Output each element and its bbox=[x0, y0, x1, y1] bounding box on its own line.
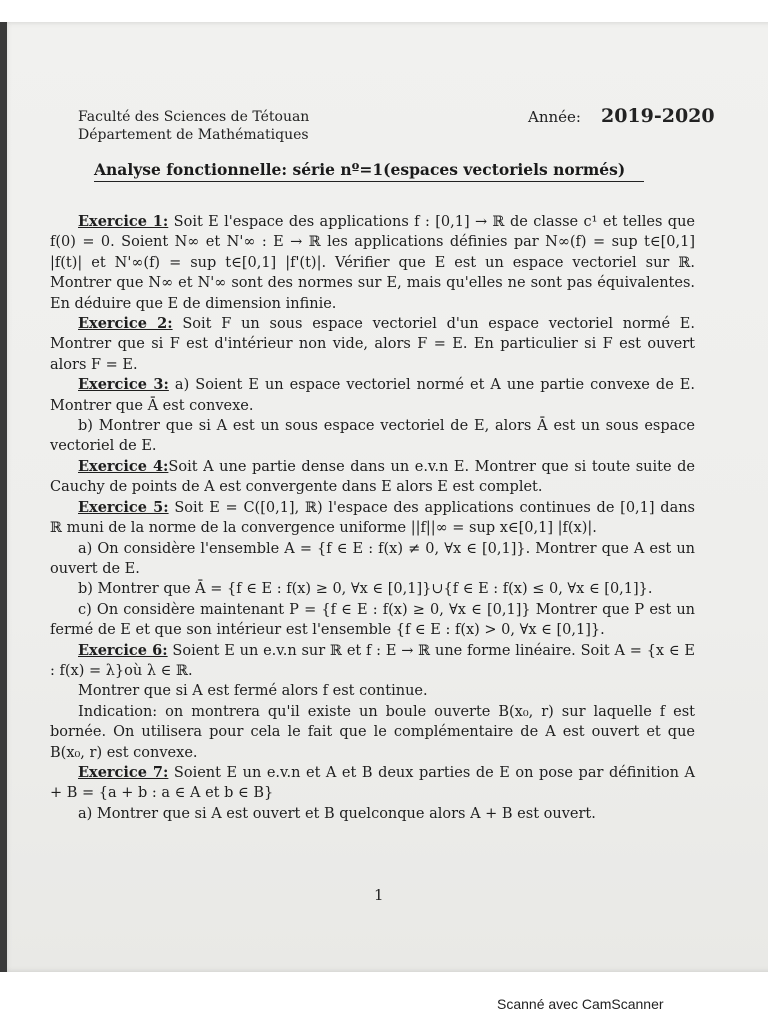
exercise-text: Soit E = C([0,1], ℝ) l'espace des applications continues de [0,1] dans ℝ muni de la norme de la convergence uniforme ||f||∞ = sup x∈[0,1] |f(x)|. bbox=[50, 499, 695, 537]
exercise-5 bbox=[50, 498, 695, 539]
exercise-1 bbox=[50, 212, 695, 314]
department-name: Département de Mathématiques bbox=[78, 127, 309, 143]
exercise-5-part-b: b) Montrer que Ā = {f ∈ E : f(x) ≥ 0, ∀x ∈ [0,1]}∪{f ∈ E : f(x) ≤ 0, ∀x ∈ [0,1]}. bbox=[78, 581, 653, 598]
exercise-heading: Exercice 2: bbox=[78, 315, 173, 333]
scan-edge bbox=[0, 22, 7, 972]
exercise-heading: Exercice 3: bbox=[78, 376, 169, 394]
exercise-6-question: Montrer que si A est fermé alors f est continue. bbox=[78, 683, 428, 700]
exercise-heading: Exercice 4: bbox=[78, 457, 169, 475]
exercise-heading: Exercice 1: bbox=[78, 213, 169, 230]
year-header bbox=[528, 105, 715, 127]
exercise-6-hint: Indication: on montrera qu'il existe un boule ouverte B(x₀, r) sur laquelle f est bornée. On utilisera pour cela le fait que le complémentaire de A est ouvert et que B(x₀, r) est convexe. bbox=[50, 703, 695, 761]
exercise-3-part-b: b) Montrer que si A est un sous espace vectoriel de E, alors Ā est un sous espace vectoriel de E. bbox=[50, 418, 695, 455]
exercise-heading: Exercice 6: bbox=[78, 641, 168, 659]
exercise-text: Soit A une partie dense dans un e.v.n E. Montrer que si toute suite de Cauchy de points de A est convergente dans E alors E est complet. bbox=[50, 458, 695, 496]
page-number: 1 bbox=[374, 886, 384, 904]
exercise-text: Soient E un e.v.n sur ℝ et f : E → ℝ une forme linéaire. Soit A = {x ∈ E : f(x) = λ}où λ ∈ ℝ. bbox=[50, 642, 695, 679]
year-value: 2019-2020 bbox=[600, 105, 715, 127]
exercise-text: Soit F un sous espace vectoriel d'un espace vectoriel normé E. Montrer que si F est d'intérieur non vide, alors F = E. En particulier si F est ouvert alors F = E. bbox=[50, 316, 695, 373]
exercise-text: Soit E l'espace des applications f : [0,1] → ℝ de classe c¹ et telles que f(0) = 0. Soient N∞ et N'∞ : E → ℝ les applications définies par N∞(f) = sup t∈[0,1] |f(t)| et N'∞(f) = sup t∈[0,1] |f'(t)|. Vérifier que E est un espace vectoriel sur ℝ. Montrer que N∞ et N'∞ sont des normes sur E, mais qu'elles ne sont pas équivalentes. En déduire que E de dimension infinie. bbox=[50, 214, 695, 312]
exercise-5-part-c: c) On considère maintenant P = {f ∈ E : f(x) ≥ 0, ∀x ∈ [0,1]} Montrer que P est un fermé de E et que son intérieur est l'ensemble {f ∈ E : f(x) > 0, ∀x ∈ [0,1]}. bbox=[50, 601, 695, 639]
exercise-heading: Exercice 5: bbox=[78, 498, 169, 516]
faculty-name: Faculté des Sciences de Tétouan bbox=[78, 109, 310, 125]
year-label: Année: bbox=[528, 108, 581, 126]
exercise-2 bbox=[50, 314, 695, 375]
exercise-5-part-a: a) On considère l'ensemble A = {f ∈ E : f(x) ≠ 0, ∀x ∈ [0,1]}. Montrer que A est un ouvert de E. bbox=[50, 540, 695, 577]
exercise-7-part-a: a) Montrer que si A est ouvert et B quelconque alors A + B est ouvert. bbox=[78, 805, 596, 822]
exercise-list bbox=[50, 212, 695, 824]
exercise-text: Soient E un e.v.n et A et B deux parties de E on pose par définition A + B = {a + b : a ∈ A et b ∈ B} bbox=[50, 764, 695, 802]
exercise-text: a) Soient E un espace vectoriel normé et A une partie convexe de E. Montrer que Ā est convexe. bbox=[50, 377, 696, 414]
exercise-3 bbox=[50, 375, 695, 416]
institution-header bbox=[78, 108, 309, 144]
page-title: Analyse fonctionnelle: série nº=1(espaces vectoriels normés) bbox=[94, 160, 644, 182]
camscanner-watermark: Scanné avec CamScanner bbox=[497, 996, 664, 1012]
exercise-6 bbox=[50, 641, 695, 682]
exercise-heading: Exercice 7: bbox=[78, 763, 169, 781]
exercise-7 bbox=[50, 763, 695, 804]
exercise-4 bbox=[50, 457, 695, 498]
